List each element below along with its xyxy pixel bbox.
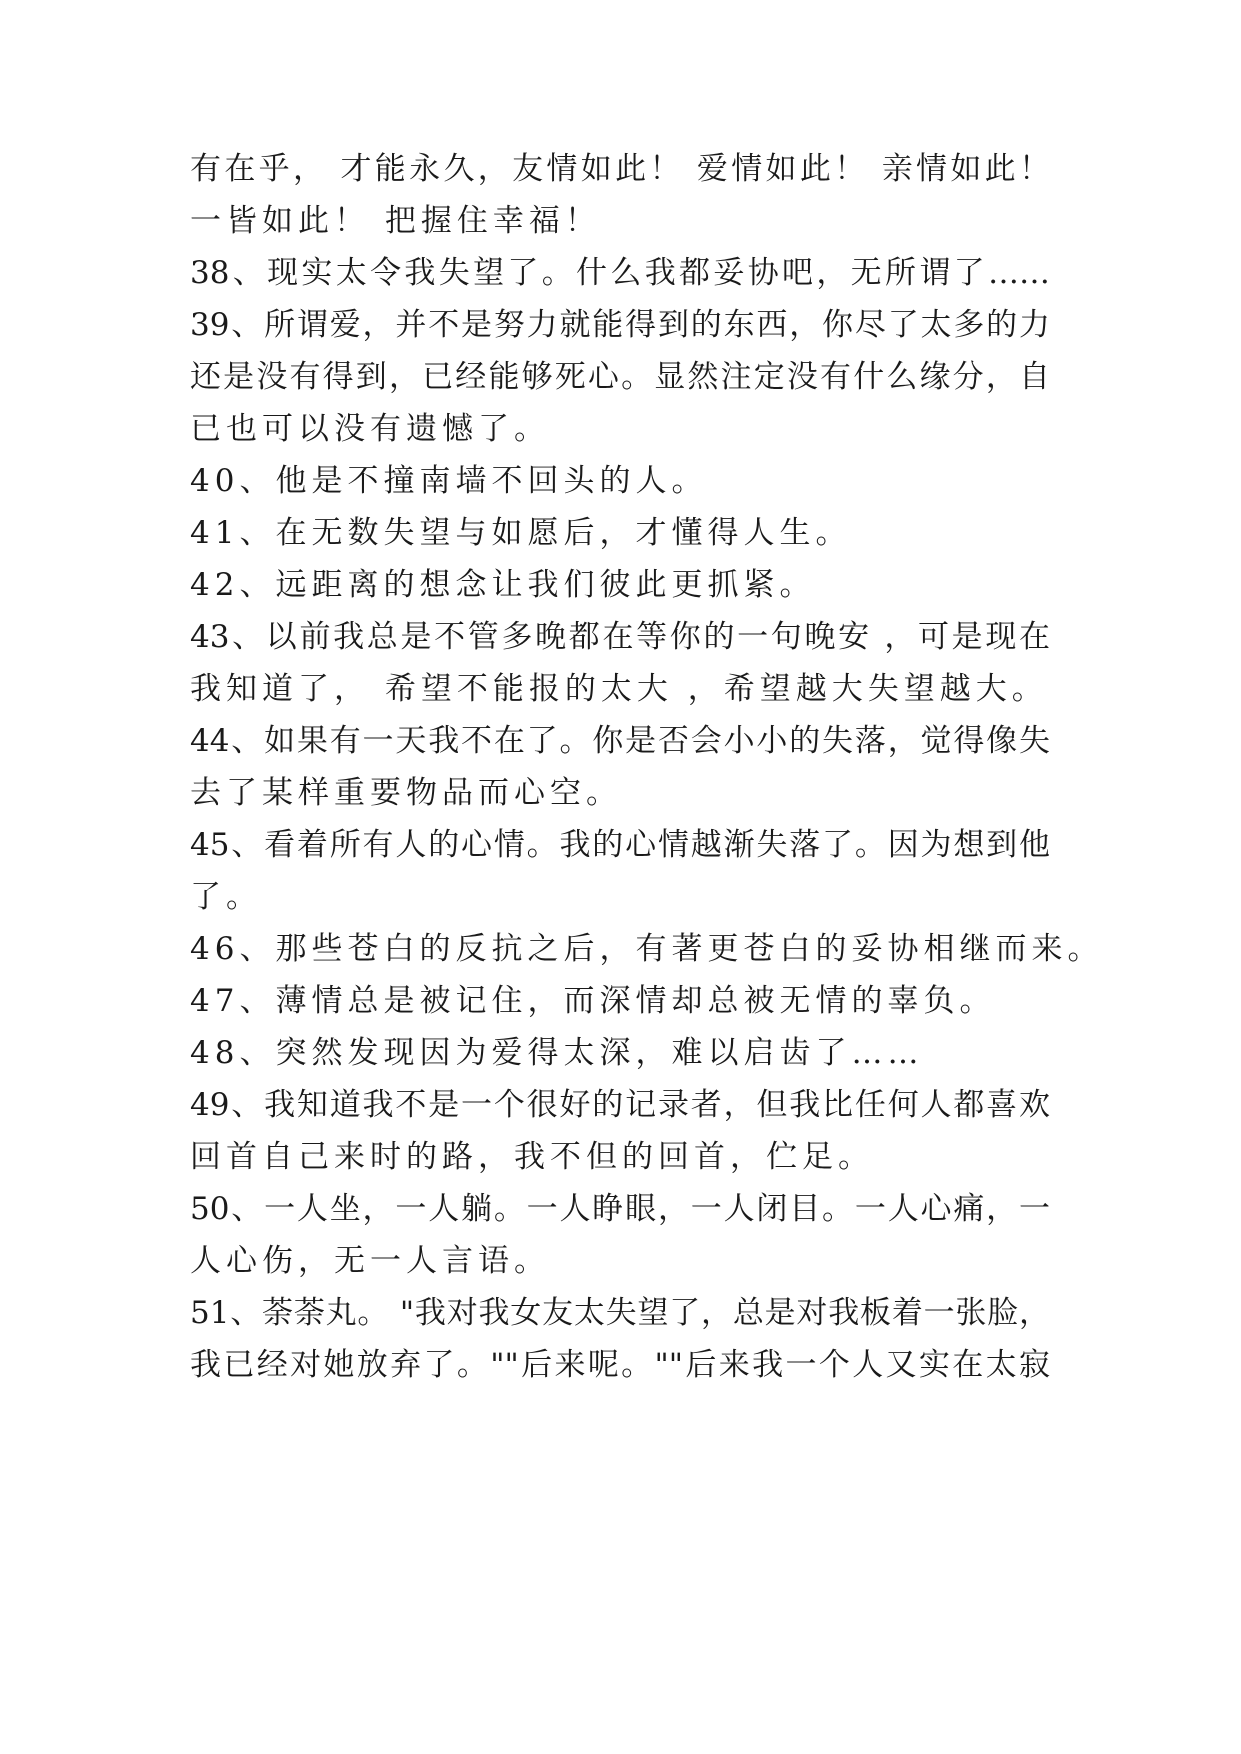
text-line: 42、远距离的想念让我们彼此更抓紧。 bbox=[190, 567, 816, 603]
text-line: 我知道了， 希望不能报的太大 ，希望越大失望越大。 bbox=[190, 671, 1048, 707]
text-line: 45、看着所有人的心情。我的心情越渐失落了。因为想到他 bbox=[190, 827, 1050, 863]
text-line: 有在乎， 才能永久，友情如此！ 爱情如此！ 亲情如此！ bbox=[190, 151, 1050, 187]
text-line: 38、现实太令我失望了。什么我都妥协吧，无所谓了…… bbox=[190, 255, 1050, 291]
text-line: 还是没有得到，已经能够死心。显然注定没有什么缘分，自 bbox=[190, 359, 1050, 395]
text-line: 39、所谓爱，并不是努力就能得到的东西，你尽了太多的力 bbox=[190, 307, 1050, 343]
text-line: 回首自己来时的路，我不但的回首，伫足。 bbox=[190, 1139, 874, 1175]
text-line: 48、突然发现因为爱得太深，难以启齿了…… bbox=[190, 1035, 924, 1071]
text-line: 43、以前我总是不管多晚都在等你的一句晚安 ，可是现在 bbox=[190, 619, 1050, 655]
text-line: 我已经对她放弃了。""后来呢。""后来我一个人又实在太寂 bbox=[190, 1347, 1050, 1383]
text-line: 44、如果有一天我不在了。你是否会小小的失落，觉得像失 bbox=[190, 723, 1050, 759]
text-line: 51、荼荼丸。 "我对我女友太失望了，总是对我板着一张脸， bbox=[190, 1295, 1050, 1331]
text-line: 一皆如此！ 把握住幸福！ bbox=[190, 203, 601, 239]
text-line: 50、一人坐，一人躺。一人睁眼，一人闭目。一人心痛，一 bbox=[190, 1191, 1050, 1227]
text-line: 人心伤，无一人言语。 bbox=[190, 1243, 550, 1279]
text-line: 去了某样重要物品而心空。 bbox=[190, 775, 622, 811]
text-line: 47、薄情总是被记住，而深情却总被无情的辜负。 bbox=[190, 983, 996, 1019]
text-line: 41、在无数失望与如愿后，才懂得人生。 bbox=[190, 515, 852, 551]
text-line: 已也可以没有遗憾了。 bbox=[190, 411, 550, 447]
text-line: 46、那些苍白的反抗之后，有著更苍白的妥协相继而来。 bbox=[190, 931, 1104, 967]
text-line: 40、他是不撞南墙不回头的人。 bbox=[190, 463, 708, 499]
text-line: 49、我知道我不是一个很好的记录者，但我比任何人都喜欢 bbox=[190, 1087, 1050, 1123]
text-line: 了。 bbox=[190, 879, 262, 915]
